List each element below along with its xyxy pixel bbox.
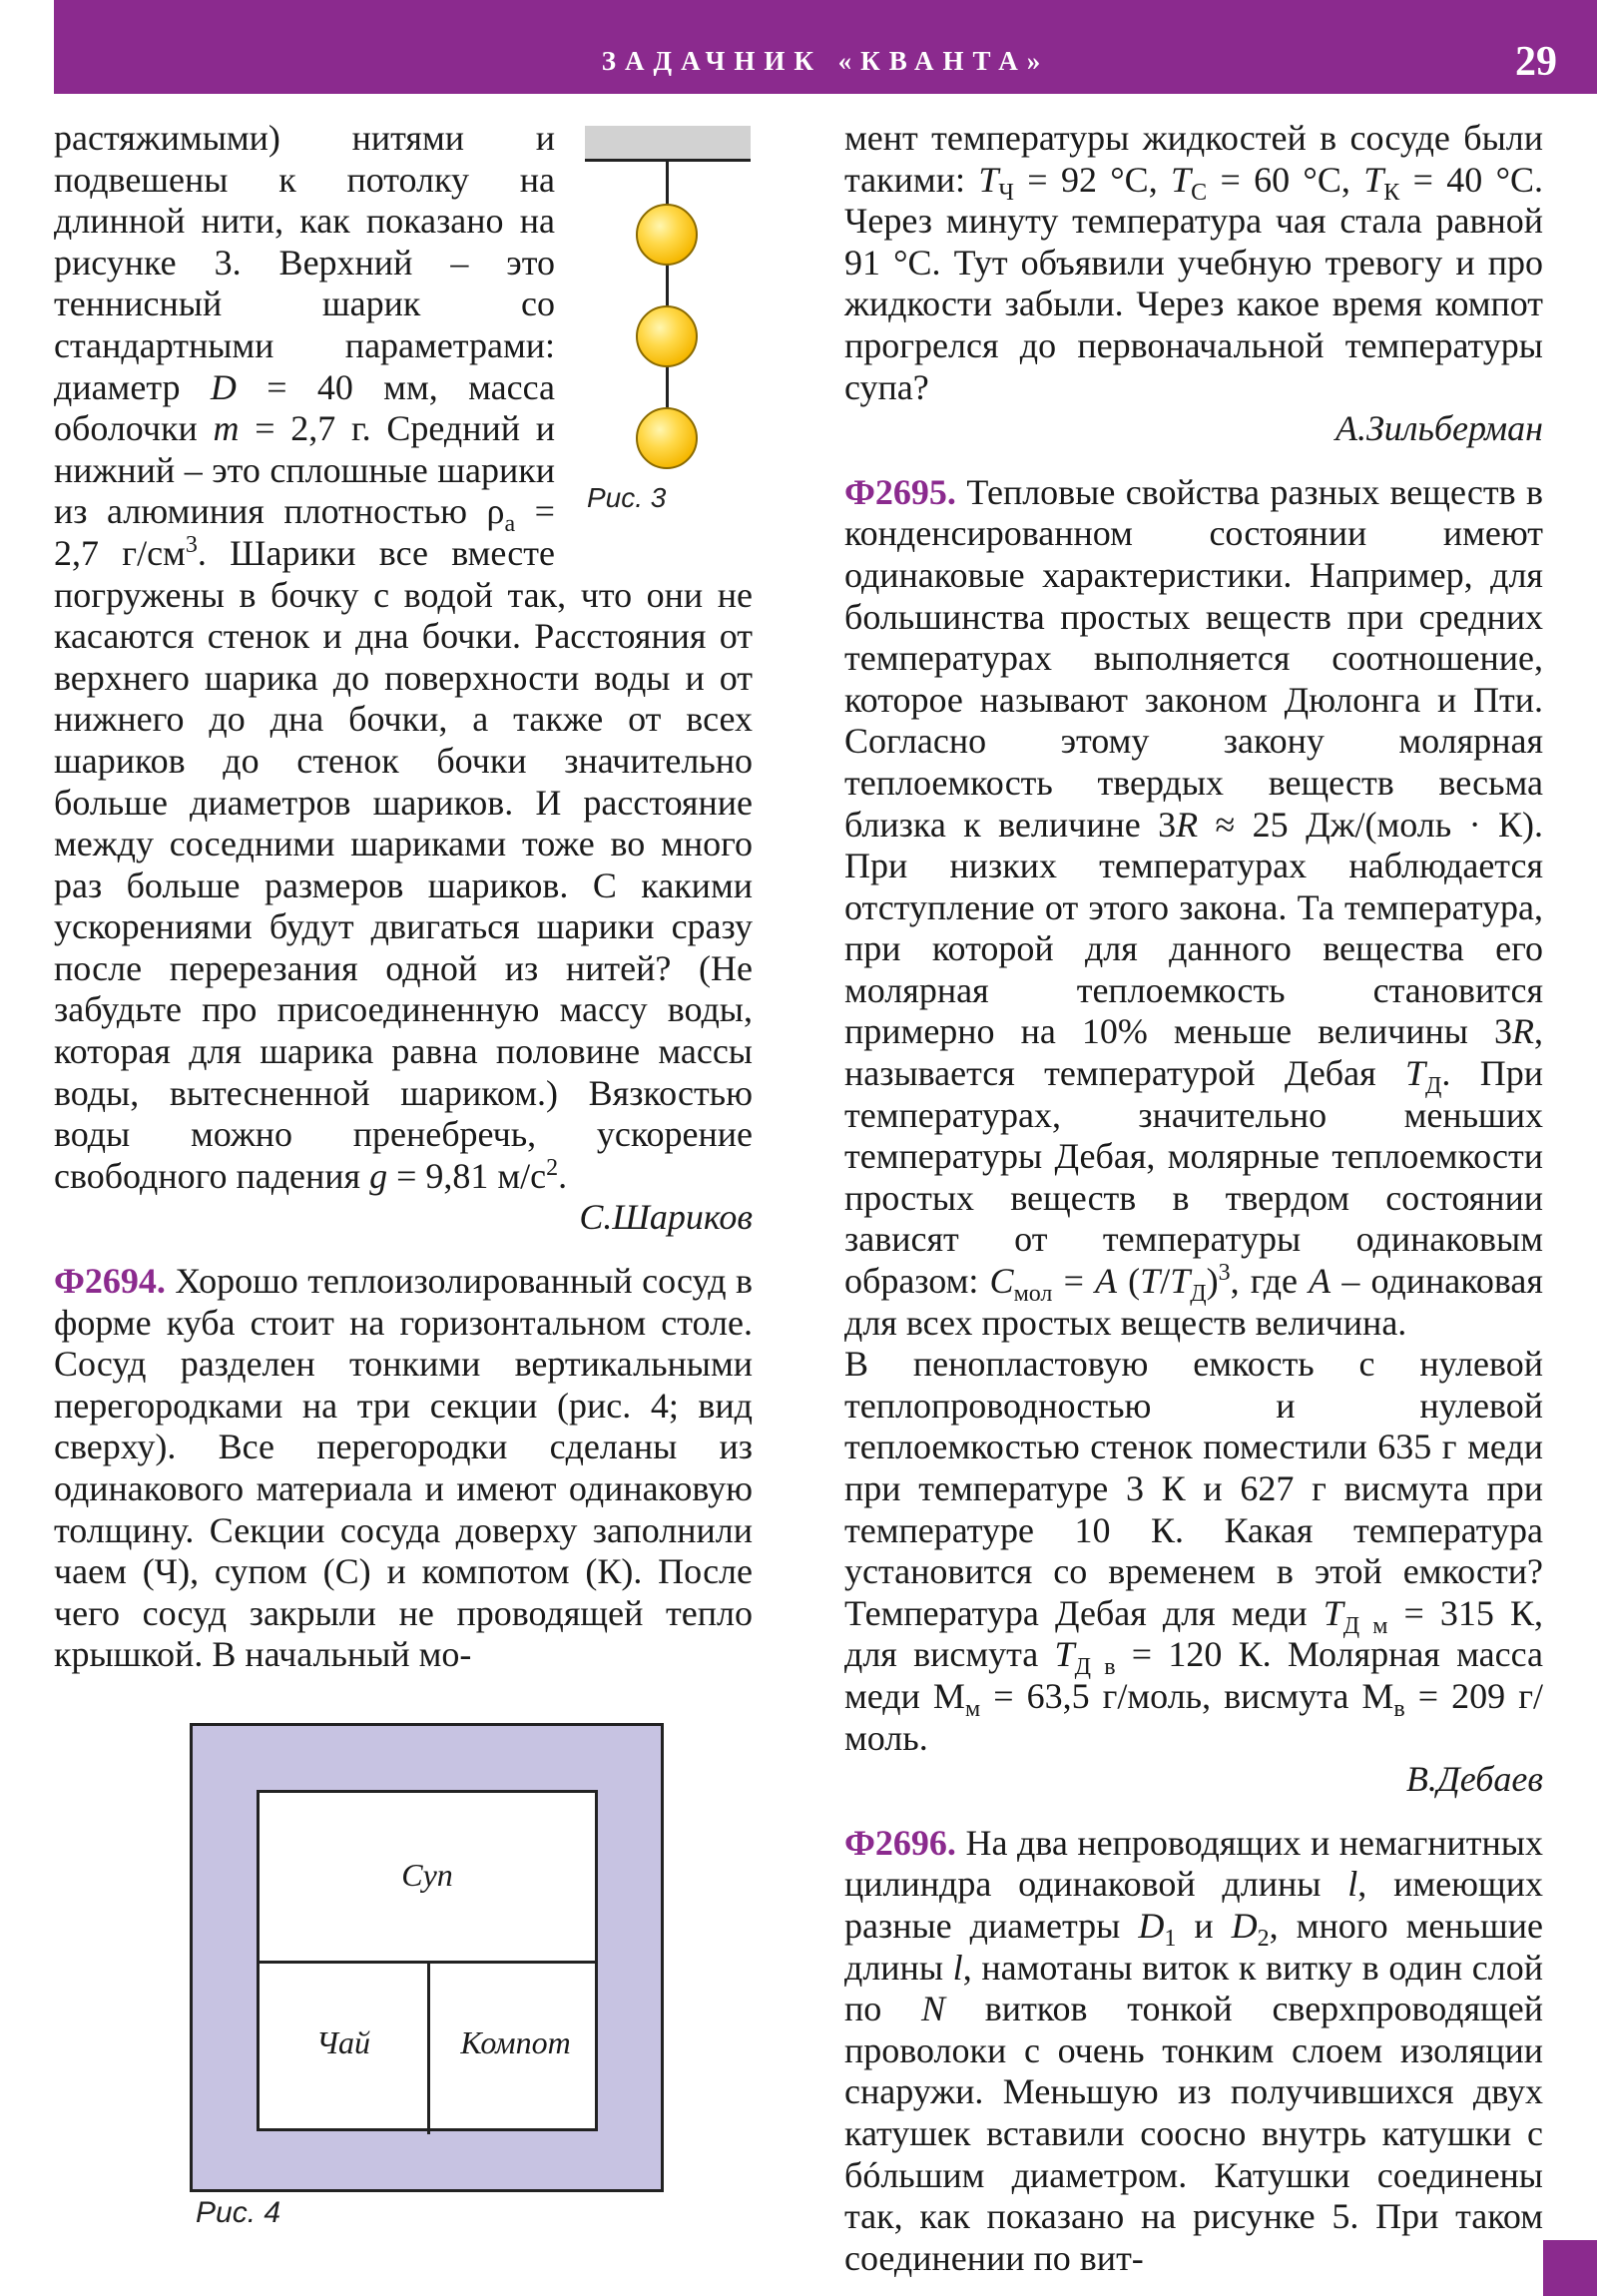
section-label-tea: Чай [315,2024,371,2060]
middle-ball-shape [636,305,698,367]
problem-2694: Ф2694. Хорошо теплоизолированный сосуд в форме куба стоит на горизонтальном столе. Сосуд разделен тонкими вертикальными перегородками на три секции (рис. 4; вид сверху). Все перегородки сделаны из одинакового материала и имеют одинаковую толщину. Секции сосуда доверху заполнили чаем (Ч), супом (С) и компотом (К). После чего сосуд закрыли не проводящей тепло крышкой. В начальный мо- [54,1261,753,1675]
page-header [54,0,1597,94]
figure-3 [577,126,753,533]
bottom-ball-shape [636,407,698,469]
page-corner-marker [1543,2240,1597,2296]
problem-2694-continuation: мент температуры жидкостей в сосуде были такими: $T_Ч = 92$ °С, $T_С = 60$ °С, $T_К = 40$ °С. Через минуту температура чая стала равной 91 °С. Тут объявили учебную тревогу и про жидкости забыли. Через какое время компот прогрелся до первоначальной температуры супа? [844,118,1543,407]
problem-2695: Ф2695. Тепловые свойства разных веществ в конденсированном состоянии имеют одинаковые характеристики. Например, для большинства простых веществ при средних температурах выполняется соотношение, которое называют законом Дюлонга и Пти. Согласно этому закону молярная теплоемкость твердых веществ весьма близка к величине 3R ≈ 25 Дж/(моль · К). При низких температурах наблюдается отступление от этого закона. Та температура, при которой для данного вещества его молярная теплоемкость становится примерно на 10% меньше величины 3R, называется температурой Дебая $T_Д$. При температурах, значительно меньших температуры Дебая, молярные теплоемкости простых веществ в твердом состоянии зависят от температуры одинаковым образом: $C_{мол} = A$ $(T/T_Д)^3$, где A – одинаковая для всех простых веществ величина. [844,471,1543,1343]
section-label-compote: Компот [460,2024,571,2060]
left-column [54,118,753,1676]
tennis-ball-shape [636,204,698,266]
author-signature-sharikov: С.Шариков [579,1197,753,1238]
vessel-top-view [257,1790,598,2131]
problem-2695-number: Ф2695. [844,471,956,512]
problem-2693-continuation: растяжимыми) нитями и подвешены к потолку на длинной нити, как показано на рисунке 3. Верхний – это теннисный шарик со стандартными параметрами: диаметр D = 40 мм, масса оболочки m = 2,7 г. Средний и нижний – это сплошные шарики из алюминия плотностью $\rho_а = 2,7$ $г/см^3$. Шарики все вместе погружены в бочку с водой так, что они не касаются стенок и дна бочки. Расстояния от верхнего шарика до поверхности воды и от нижнего до дна бочки, а также от всех шариков до стенок бочки значительно больше диаметров шариков. И расстояние между соседними шариками тоже во много раз больше размеров шариков. С какими ускорениями будут двигаться шарики сразу после перерезания одной из нитей? (Не забудьте про присоединенную массу воды, которая для шарика равна половине массы воды, вытесненной шариком.) Вязкостью воды можно пренебречь, ускорение свободного падения g = 9,81 $м/с^2$. [54,118,753,1196]
thread-line [666,162,669,431]
author-signature-zilberman: А.Зильберман [1334,408,1543,449]
problem-2695-part2: В пенопластовую емкость с нулевой теплопроводностью и нулевой теплоемкостью стенок поместили 635 г меди при температуре 3 К и 627 г висмута при температуре 10 К. Какая температура установится со временем в этой емкости? Температура Дебая для меди $T_{Д м} = 315$ К, для висмута $T_{Д в} = 120$ К. Молярная масса меди $М_м = 63,5$ г/моль, висмута $М_в = 209$ г/моль. [844,1344,1544,1758]
right-column [844,118,1543,2279]
figure-4 [190,1723,664,2192]
section-label-soup: Суп [401,1857,453,1893]
problem-2694-number: Ф2694. [54,1261,166,1302]
journal-section-title: ЗАДАЧНИК «КВАНТА» [601,46,1050,76]
author-signature-debaev: В.Дебаев [1405,1759,1543,1800]
page-number: 29 [1515,39,1557,85]
figure-3-caption: Рис. 3 [587,482,667,513]
figure-4-caption: Рис. 4 [196,2196,281,2229]
problem-2696: Ф2696. На два непроводящих и немагнитных цилиндра одинаковой длины l, имеющих разные диаметры $D_1$ и $D_2$, много меньшие длины l, намотаны виток к витку в один слой по N витков тонкой сверхпроводящей проволоки с очень тонким слоем изоляции снаружи. Меньшую из получившихся двух катушек вставили соосно внутрь катушки с бóльшим диаметром. Катушки соединены так, как показано на рисунке 5. При таком соединении по вит- [844,1822,1544,2278]
problem-2696-number: Ф2696. [844,1822,956,1863]
ceiling-shape [585,126,751,162]
